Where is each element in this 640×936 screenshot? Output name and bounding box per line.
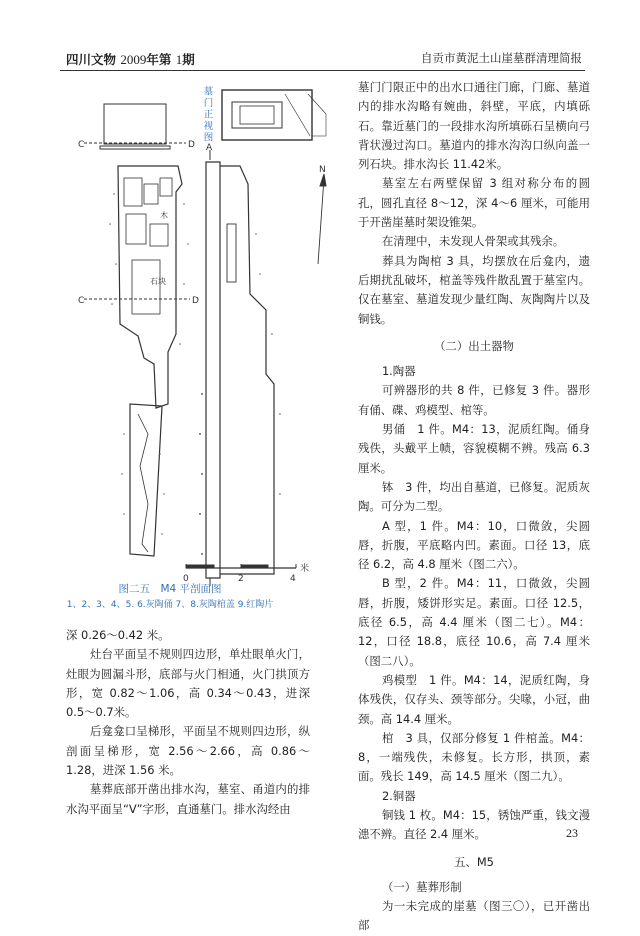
- wood-label: 木: [160, 211, 168, 220]
- section-heading-m5: 五、M5: [454, 854, 494, 869]
- north-label: N: [319, 165, 326, 175]
- coffin-piece-2: [144, 184, 158, 204]
- north-arrow: [318, 178, 324, 264]
- para-r7: 钵 3 件，均出自墓道，已修复。泥质灰陶。可分为二型。: [358, 479, 590, 514]
- para-r11: 棺 3 具，仅部分修复 1 件棺盖。M4：8，一端残佚，未修复。长方形，拱顶，素面。残长 149，高 14.5 厘米（图二九）。: [358, 730, 590, 784]
- rock-stipple: [109, 193, 281, 555]
- issue-suffix: 期: [182, 52, 195, 67]
- facade-elevation: [222, 90, 312, 140]
- label-d-top: D: [188, 140, 195, 150]
- para-r8: A 型，1 件。M4：10，口微敛，尖圆唇，折腹，平底略内凹。素面。口径 13，底径 6.2，高 4.8 厘米（图二六）。: [358, 518, 590, 572]
- para-m5: 为一未完成的崖墓（图三〇），已开凿出部: [358, 899, 590, 933]
- coffin-piece-6: [132, 260, 160, 314]
- para-l3: 后龛龛口呈梯形，平面呈不规则四边形，纵剖面呈梯形，宽 2.56～2.66，高 0.86～1.28，进深 1.56 米。: [66, 724, 310, 778]
- plan-corridor: [130, 404, 162, 556]
- label-c-top: C: [78, 140, 85, 150]
- subheading-pottery: 1.陶器: [381, 364, 416, 379]
- para-r3: 在清理中，未发现人骨架或其残余。: [381, 234, 565, 249]
- coffin-piece-1: [124, 178, 142, 206]
- right-column: [358, 78, 590, 936]
- para-r5: 可辨器形的共 8 件，已修复 3 件。器形有俑、碟、鸡模型、棺等。: [358, 383, 590, 417]
- para-r2: 墓室左右两壁保留 3 组对称分布的圆孔，圆孔直径 8～12，深 4～6 厘米，可能用于开凿崖墓时架设锥架。: [358, 176, 590, 230]
- door-inner: [240, 106, 274, 124]
- para-l4: 墓葬底部开凿出排水沟，墓室、甬道内的排水沟平面呈“V”字形，直通墓门。排水沟经由: [66, 782, 310, 816]
- header-rule: [60, 70, 585, 71]
- section-heading-artifacts: （二）出土器物: [434, 338, 514, 353]
- scale-unit: 米: [300, 564, 310, 574]
- left-column: [66, 626, 310, 819]
- para-r12: 铜钱 1 枚。M4：15，锈蚀严重，钱文漫漶不辨。直径 2.4 厘米。: [358, 807, 590, 842]
- section-floor: [206, 162, 220, 578]
- journal-issue: 1: [175, 52, 183, 67]
- facade-base: [100, 146, 170, 149]
- para-r9: B 型，2 件。M4：11，口微敛，尖圆唇，折腹，矮饼形实足。素面。口径 12.5，底径 6.5，高 4.4 厘米（图二七）。M4：12，口径 18.8，底径 10.6，高 7.4 厘米（图二八）。: [358, 576, 590, 668]
- figure-caption: 图二五 M4 平剖面图: [118, 583, 222, 595]
- coffin-piece-3: [160, 178, 172, 196]
- facade-top-view: [104, 104, 166, 144]
- para-r4: 葬具为陶棺 3 具，均摆放在后龛内，遗后期扰乱破坏，棺盖等残件散乱置于墓室内。仅在墓室、墓道发现少量红陶、灰陶陶片以及铜钱。: [358, 253, 590, 326]
- journal-header: [66, 50, 195, 68]
- para-r6: 男俑 1 件。M4：13，泥质红陶。俑身残佚，头戴平上帻，容貌模糊不辨。残高 6.3 厘米。: [358, 422, 590, 475]
- scale-tick-4: 4: [290, 574, 296, 584]
- para-l1: 深 0.26～0.42 米。: [66, 628, 170, 642]
- journal-name: 四川文物: [66, 52, 117, 67]
- stone-label: 石块: [150, 277, 166, 286]
- para-r1: 墓门门限正中的出水口通往门廊，门廊、墓道内的排水沟略有婉曲，斜壁，平底，内填砾石。靠近墓门的一段排水沟所填砾石呈横向弓背状漫过沟口。墓道内的排水沟沟口纵向盖一列石块。排水沟长 11.42米。: [358, 80, 590, 172]
- subheading-m5-form: （一）墓葬形制: [381, 879, 462, 894]
- para-r10: 鸡模型 1 件。M4：14，泥质红陶，身体残佚，仅存头、颈等部分。尖喙，小冠，曲颈。高 14.4 厘米。: [358, 672, 590, 726]
- scale-tick-0: 0: [183, 574, 189, 584]
- label-a: A: [206, 143, 213, 153]
- scale-tick-2: 2: [238, 574, 244, 584]
- label-d-mid: D: [192, 296, 199, 306]
- facade-view-label: 墓门正视图: [201, 86, 213, 144]
- para-l2: 灶台平面呈不规则四边形，单灶眼单火门，灶眼为圆漏斗形，底部与火门相通，火门拱顶方形，宽 0.82～1.06，高 0.34～0.43，进深 0.5～0.7米。: [66, 647, 310, 720]
- journal-year: 2009: [120, 52, 147, 67]
- figure-legend: 1、2、3、4、5. 6.灰陶俑 7、8.灰陶棺盖 9.红陶片: [66, 600, 274, 610]
- coffin-piece-5: [150, 224, 168, 246]
- article-running-title: 自贡市黄泥土山崖墓群清理简报: [421, 51, 582, 65]
- coffin-piece-4: [126, 214, 146, 244]
- plan-drain: [138, 414, 148, 552]
- page-number: 23: [566, 826, 578, 840]
- subheading-copper: 2.铜器: [381, 788, 416, 803]
- plan-chamber: [118, 166, 182, 408]
- year-suffix: 年第: [146, 52, 172, 67]
- label-c-mid: C: [78, 296, 85, 306]
- section-profile: [220, 166, 274, 574]
- section-niche: [227, 224, 236, 282]
- tomb-m4-plan-section-figure: [60, 74, 350, 586]
